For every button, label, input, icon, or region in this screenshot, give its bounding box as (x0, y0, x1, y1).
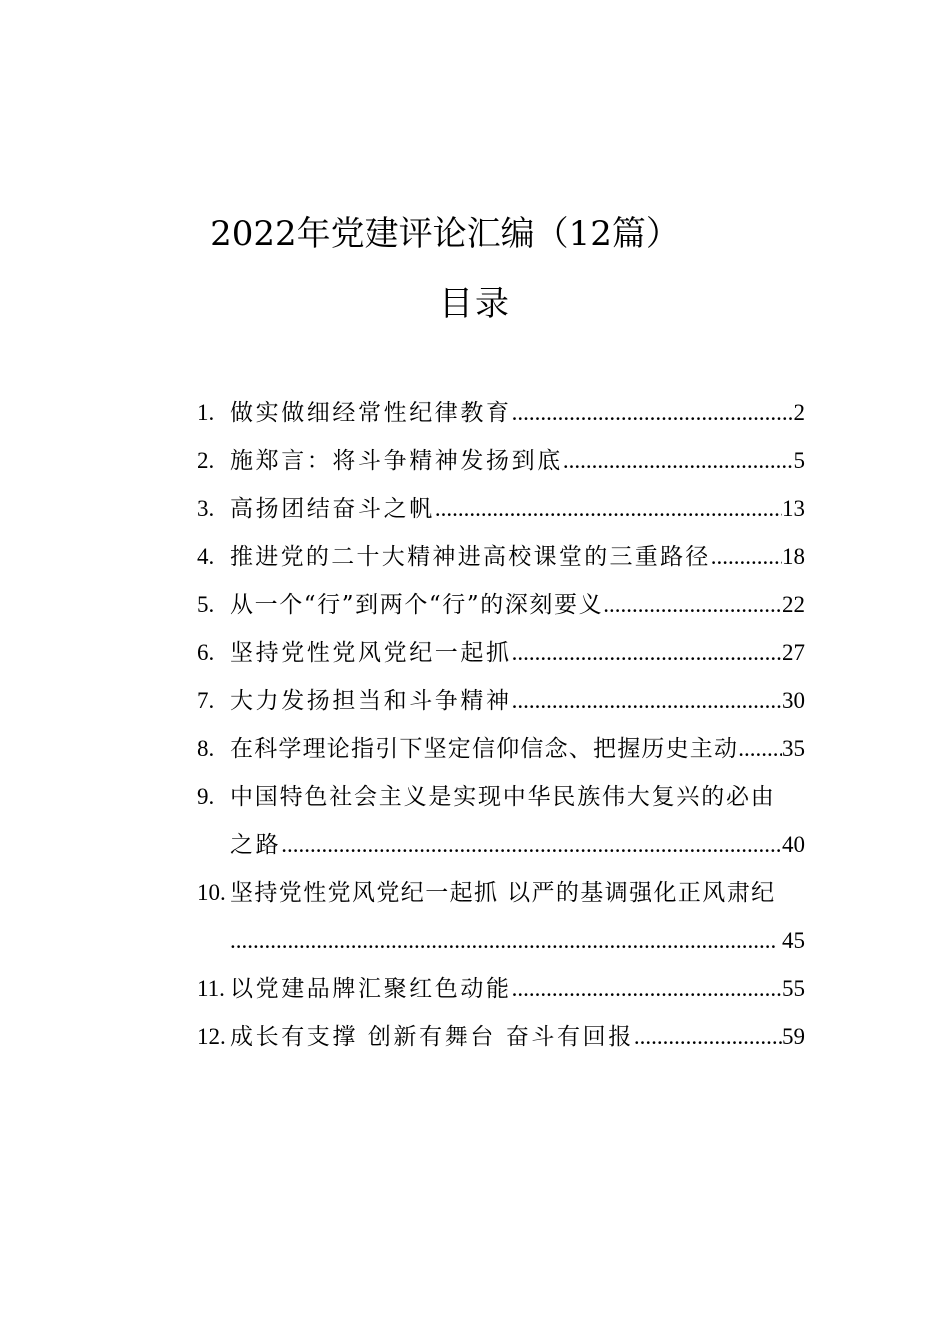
toc-entry-number: 8. (197, 736, 215, 761)
toc-entry-number: 5. (197, 592, 215, 617)
toc-entry-page: 35 (782, 736, 805, 761)
toc-entry-page: 13 (782, 496, 805, 521)
toc-entry-2[interactable] (197, 437, 805, 485)
toc-leader-dots (512, 677, 782, 725)
toc-leader-dots (512, 389, 794, 437)
toc-entry-number: 12. (197, 1024, 226, 1049)
toc-entry-page: 55 (782, 976, 805, 1001)
toc-entry-number: 10. (197, 880, 226, 905)
toc-entry-page: 27 (782, 640, 805, 665)
toc-entry-3[interactable] (197, 485, 805, 533)
toc-entry-title: 坚持党性党风党纪一起抓 (230, 640, 512, 666)
toc-entry-5[interactable] (197, 581, 805, 629)
toc-entry-title: 从一个“行”到两个“行”的深刻要义 (230, 592, 604, 618)
toc-entry-number: 4. (197, 544, 215, 569)
toc-entry-number: 1. (197, 400, 215, 425)
toc-leader-dots (512, 629, 782, 677)
toc-entry-title-line2: 之路 (230, 832, 282, 858)
toc-leader-dots (603, 581, 782, 629)
toc-leader-dots (634, 1013, 782, 1061)
toc-leader-dots (738, 725, 782, 773)
toc-entry-9[interactable] (197, 773, 805, 869)
toc-entry-number: 9. (197, 784, 215, 809)
toc-entry-title-line1: 中国特色社会主义是实现中华民族伟大复兴的必由 (230, 784, 776, 810)
toc-entry-number: 3. (197, 496, 215, 521)
toc-entry-number: 6. (197, 640, 215, 665)
toc-entry-page: 22 (782, 592, 805, 617)
table-of-contents (197, 389, 805, 1061)
toc-leader-dots (711, 533, 782, 581)
toc-leader-dots (563, 437, 794, 485)
toc-entry-number: 11. (197, 976, 225, 1001)
toc-entry-4[interactable] (197, 533, 805, 581)
toc-entry-title: 施郑言：将斗争精神发扬到底 (230, 448, 563, 474)
toc-entry-title: 推进党的二十大精神进高校课堂的三重路径 (230, 544, 711, 570)
toc-entry-number: 2. (197, 448, 215, 473)
toc-entry-page: 2 (793, 400, 805, 425)
toc-entry-page: 30 (782, 688, 805, 713)
toc-entry-page: 59 (782, 1024, 805, 1049)
toc-entry-page: 40 (782, 832, 805, 857)
toc-entry-title: 大力发扬担当和斗争精神 (230, 688, 512, 714)
toc-entry-page: 18 (782, 544, 805, 569)
toc-entry-page: 45 (782, 928, 805, 953)
toc-entry-title-line1: 坚持党性党风党纪一起抓 以严的基调强化正风肃纪 (230, 880, 776, 906)
toc-leader-dots (435, 485, 782, 533)
toc-entry-12[interactable] (197, 1013, 805, 1061)
toc-entry-7[interactable] (197, 677, 805, 725)
toc-entry-title: 做实做细经常性纪律教育 (230, 400, 512, 426)
toc-entry-title: 成长有支撑 创新有舞台 奋斗有回报 (230, 1024, 634, 1050)
toc-entry-number: 7. (197, 688, 215, 713)
toc-leader-dots (230, 917, 776, 965)
toc-leader-dots (512, 965, 782, 1013)
toc-entry-page: 5 (793, 448, 805, 473)
toc-entry-title: 以党建品牌汇聚红色动能 (230, 976, 512, 1002)
toc-entry-title: 高扬团结奋斗之帆 (230, 496, 435, 522)
toc-entry-10[interactable] (197, 869, 805, 965)
toc-entry-8[interactable] (197, 725, 805, 773)
toc-entry-1[interactable] (197, 389, 805, 437)
toc-entry-title: 在科学理论指引下坚定信仰信念、把握历史主动 (230, 736, 739, 762)
document-title: 2022年党建评论汇编（12篇） (210, 214, 680, 254)
toc-entry-11[interactable] (197, 965, 805, 1013)
toc-heading: 目录 (439, 284, 511, 324)
toc-entry-6[interactable] (197, 629, 805, 677)
toc-leader-dots (281, 821, 782, 869)
